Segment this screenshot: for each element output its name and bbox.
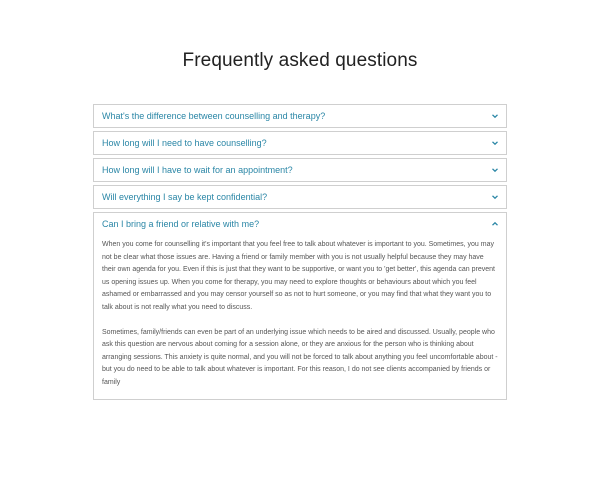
faq-item (93, 131, 507, 155)
page-title: Frequently asked questions (182, 50, 418, 71)
chevron-down-icon (491, 112, 499, 120)
faq-answer-paragraph: When you come for counselling it's important that you feel free to talk about whatever is important to you. Sometimes, you may not be clear what those issues are. Having a friend or family member with you is not usually helpful because they may have their own agenda for you. Even if this is just that they want to be supportive, or want you to 'get better', this agenda can prevent us opening issues up. When you come for therapy, you may need to explore thoughts or behaviours about which you feel ashamed or embarrassed and you may censor yourself so as not to hurt someone, or you may find that what they want you to talk about is not really what you need to discuss. (102, 241, 495, 311)
faq-question: What's the difference between counselling and therapy? (102, 111, 326, 121)
faq-answer (94, 234, 506, 399)
faq-question: Will everything I say be kept confidential? (102, 192, 268, 202)
faq-toggle-bring-friend[interactable] (94, 213, 506, 234)
chevron-up-icon (491, 220, 499, 228)
chevron-down-icon (491, 193, 499, 201)
faq-toggle-confidentiality[interactable] (94, 186, 506, 208)
faq-question: Can I bring a friend or relative with me? (102, 218, 260, 229)
faq-toggle-appointment-wait[interactable] (94, 159, 506, 181)
chevron-down-icon (491, 166, 499, 174)
faq-question: How long will I need to have counselling? (102, 138, 267, 148)
faq-answer-paragraph: Sometimes, family/friends can even be part of an underlying issue which needs to be aired and discussed. Usually, people who ask this question are nervous about coming for a session alone, or they are anxious for the person who is thinking about arranging sessions. This anxiety is quite normal, and you will not be forced to talk about anything you feel uncomfortable about - but you do need to be able to talk about whatever is important. For this reason, I do not see clients accompanied by friends or family (102, 328, 498, 386)
faq-item (93, 158, 507, 182)
faq-item (93, 104, 507, 128)
faq-question: How long will I have to wait for an appointment? (102, 165, 293, 175)
faq-toggle-counselling-vs-therapy[interactable] (94, 105, 506, 127)
chevron-down-icon (491, 139, 499, 147)
faq-toggle-counselling-duration[interactable] (94, 132, 506, 154)
faq-item-expanded (93, 212, 507, 400)
faq-accordion (93, 104, 507, 403)
faq-item (93, 185, 507, 209)
